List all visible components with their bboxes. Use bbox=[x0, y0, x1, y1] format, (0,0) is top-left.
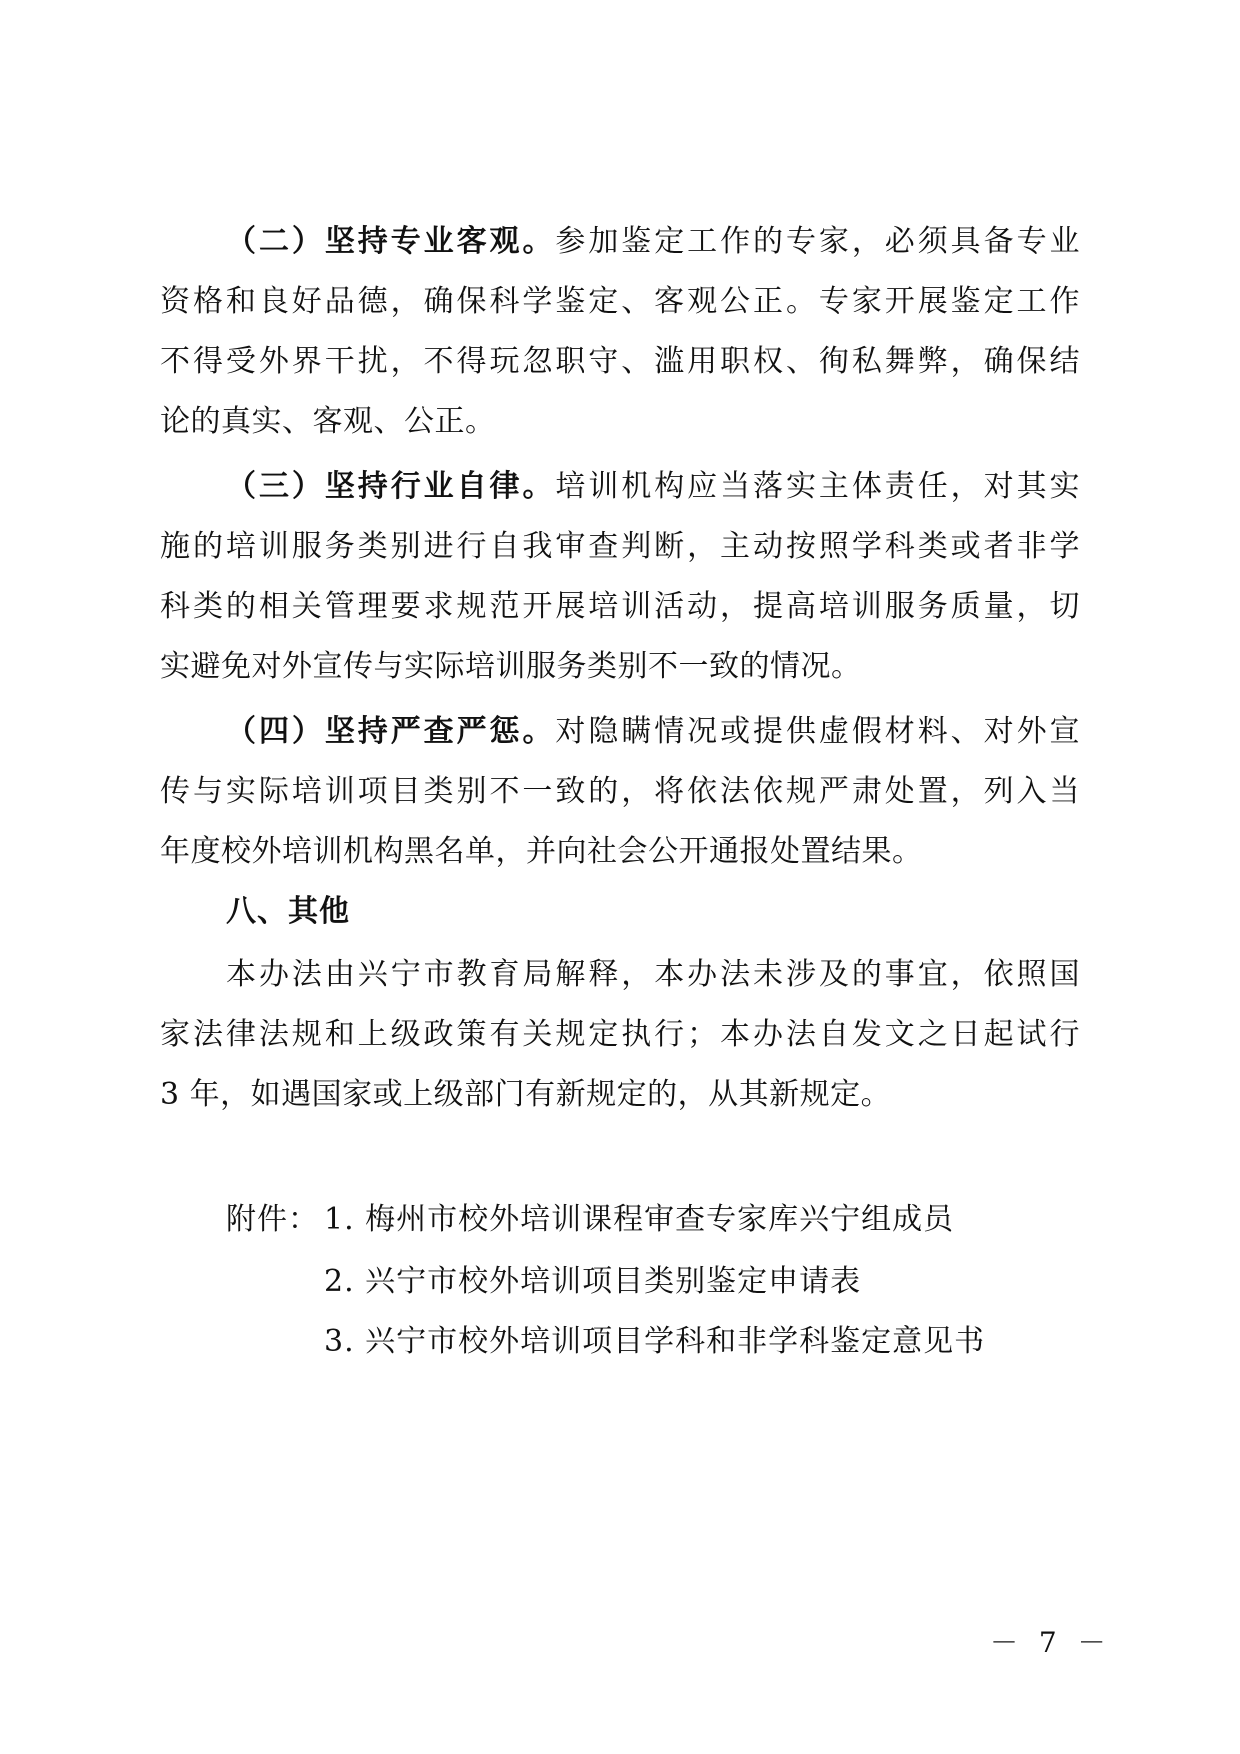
paragraph-4-line-2: 传与实际培训项目类别不一致的，将依法依规严肃处置，列入当 bbox=[160, 774, 1080, 809]
paragraph-3-line-1-rest: 培训机构应当落实主体责任，对其实 bbox=[555, 469, 1081, 504]
attachment-item-3: 3. 兴宁市校外培训项目学科和非学科鉴定意见书 bbox=[324, 1324, 986, 1359]
paragraph-3-lead: （三）坚持行业自律。 bbox=[226, 469, 556, 504]
paragraph-4-line-1 bbox=[226, 712, 1080, 752]
section-8-line-2: 家法律法规和上级政策有关规定执行；本办法自发文之日起试行 bbox=[160, 1017, 1080, 1052]
paragraph-2-line-4: 论的真实、客观、公正。 bbox=[160, 404, 496, 439]
paragraph-3-line-1 bbox=[226, 467, 1080, 507]
attachment-item-2: 2. 兴宁市校外培训项目类别鉴定申请表 bbox=[324, 1264, 862, 1299]
paragraph-2-line-1-rest: 参加鉴定工作的专家，必须具备专业 bbox=[555, 224, 1081, 259]
attachments-label: 附件： bbox=[226, 1202, 319, 1237]
paragraph-2-line-2: 资格和良好品德，确保科学鉴定、客观公正。专家开展鉴定工作 bbox=[160, 284, 1080, 319]
paragraph-4-lead: （四）坚持严查严惩。 bbox=[226, 714, 556, 749]
paragraph-4-line-1-rest: 对隐瞒情况或提供虚假材料、对外宣 bbox=[555, 714, 1081, 749]
paragraph-2-line-3: 不得受外界干扰，不得玩忽职守、滥用职权、徇私舞弊，确保结 bbox=[160, 344, 1080, 379]
paragraph-3-line-4: 实避免对外宣传与实际培训服务类别不一致的情况。 bbox=[160, 649, 862, 684]
paragraph-4-line-3: 年度校外培训机构黑名单，并向社会公开通报处置结果。 bbox=[160, 834, 923, 869]
paragraph-2-lead: （二）坚持专业客观。 bbox=[226, 224, 556, 259]
paragraph-3-line-3: 科类的相关管理要求规范开展培训活动，提高培训服务质量，切 bbox=[160, 589, 1080, 624]
page-number: － 7 － bbox=[990, 1626, 1112, 1659]
paragraph-2-line-1 bbox=[226, 222, 1080, 262]
paragraph-3-line-2: 施的培训服务类别进行自我审查判断，主动按照学科类或者非学 bbox=[160, 529, 1080, 564]
section-8-heading: 八、其他 bbox=[226, 894, 350, 929]
attachment-item-1: 1. 梅州市校外培训课程审查专家库兴宁组成员 bbox=[324, 1202, 955, 1237]
section-8-line-3: 3 年，如遇国家或上级部门有新规定的，从其新规定。 bbox=[160, 1077, 892, 1112]
section-8-line-1: 本办法由兴宁市教育局解释，本办法未涉及的事宜，依照国 bbox=[226, 957, 1080, 992]
